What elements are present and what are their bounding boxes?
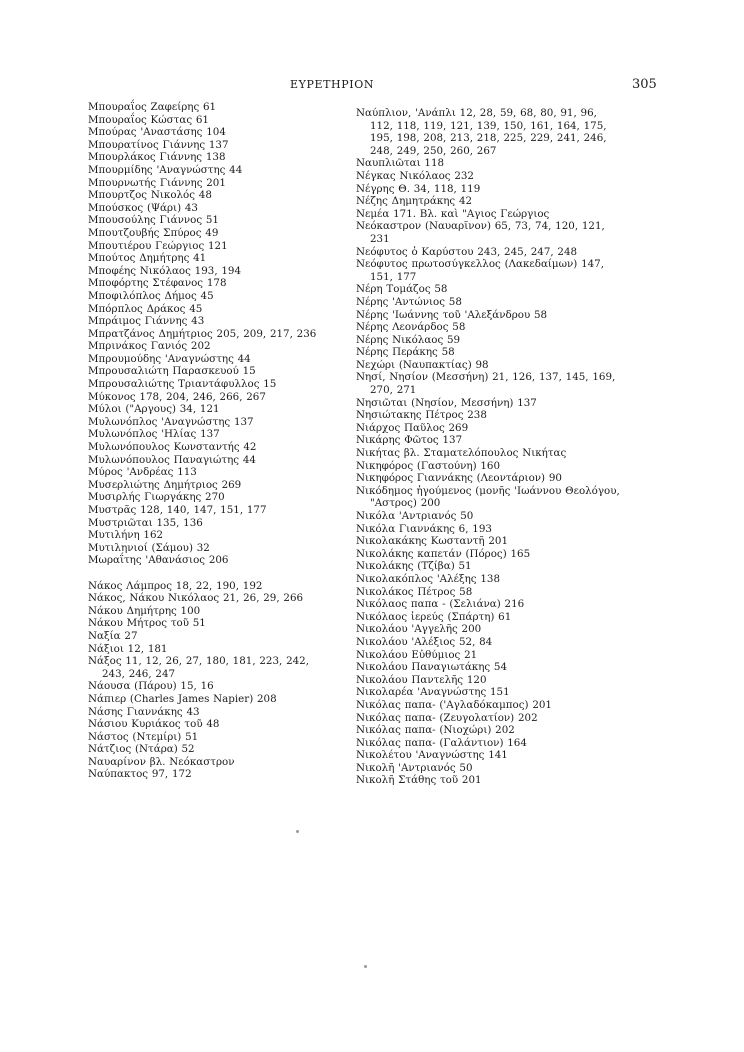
index-entry: Νησί, Νησίον (Μεσσήνη) 21, 126, 137, 145, 169, 270, 271 <box>356 371 616 397</box>
index-entry: Μπρατζάνος Δημήτριος 205, 209, 217, 236 <box>88 327 317 340</box>
index-entry: Μυστριῶται 135, 136 <box>88 516 203 529</box>
index-entry: Νικολῆ Στάθης τοῦ 201 <box>356 774 482 787</box>
index-entry: Μπουραΐος Κώστας 61 <box>88 113 209 126</box>
index-entry: Ναύπλιον, 'Ανάπλι 12, 28, 59, 68, 80, 91, 96, 112, 118, 119, 121, 139, 150, 161, 164, 175, 195, 198, 208, 213, 218, 225, 229, 241, 246, 248, 249, 250, 260, 267 <box>356 107 607 157</box>
index-entry: Μυλωνόπουλος Παναγιώτης 44 <box>88 453 256 466</box>
index-entry: Νάξιοι 12, 181 <box>88 642 168 655</box>
index-entry: Νησιῶται (Νησίον, Μεσσήνη) 137 <box>356 396 537 409</box>
index-entry: Νέρης Νικόλαος 59 <box>356 333 461 346</box>
index-entry: Νικόλα 'Αντριανός 50 <box>356 510 474 522</box>
index-entry: Μπουρνωτής Γιάννης 201 <box>88 176 226 189</box>
index-entry: Νάξος 11, 12, 26, 27, 180, 181, 223, 242, 243, 246, 247 <box>88 655 309 680</box>
index-entry: Μυλωνόπλος 'Αναγνώστης 137 <box>88 415 254 428</box>
index-entry: Νικολάου 'Αγγελῆς 200 <box>356 623 482 636</box>
index-entry: Νικάρης Φῶτος 137 <box>356 434 463 447</box>
index-entry: Νέγρης Θ. 34, 118, 119 <box>356 182 481 195</box>
index-entry: Νάσιου Κυριάκος τοῦ 48 <box>88 718 220 731</box>
index-entry: Μπράιμος Γιάννης 43 <box>88 315 205 328</box>
index-entry: Νικόλα Γιαννάκης 6, 193 <box>356 522 492 535</box>
index-entry: Νικηφόρος Γιαννάκης (Λεοντάριον) 90 <box>356 472 562 485</box>
index-column-right <box>356 107 620 787</box>
index-entry: Νεμέα 171. Βλ. καὶ "Αγιος Γεώργιος <box>356 207 550 220</box>
index-entry: Νικόδημος ἡγούμενος (μονῆς 'Ιωάννου Θεολόγου, "Αστρος) 200 <box>356 484 620 510</box>
index-entry: Νεχώρι (Ναυπακτίας) 98 <box>356 358 489 371</box>
index-entry: Μπούσκος (Ψάρι) 43 <box>88 201 198 214</box>
scan-speck <box>364 965 367 968</box>
index-entry: Νικόλας παπα- ('Αγλαδόκαμπος) 201 <box>356 698 552 711</box>
index-entry: Νικήτας βλ. Σταματελόπουλος Νικήτας <box>356 447 567 460</box>
index-entry: Νάκος, Νάκου Νικόλαος 21, 26, 29, 266 <box>88 592 304 605</box>
index-entry: Νέρης Περάκης 58 <box>356 346 455 359</box>
index-entry: Νάστος (Ντεμίρι) 51 <box>88 730 199 743</box>
index-entry: Ναξία 27 <box>88 629 138 642</box>
section-gap <box>88 567 326 580</box>
index-entry: Νιάρχος Παῦλος 269 <box>356 421 469 434</box>
index-entry: Νικολάκος Πέτρος 58 <box>356 585 473 598</box>
index-entry: Νικηφόρος (Γαστούνη) 160 <box>356 459 501 472</box>
index-entry: Μπουτιέρου Γεώργιος 121 <box>88 239 228 252</box>
index-entry: Νικολαρέα 'Αναγνώστης 151 <box>356 686 510 699</box>
index-entry: Μυσιρλής Γιωργάκης 270 <box>88 491 225 504</box>
index-entry: Μπουσούλης Γιάννος 51 <box>88 214 219 227</box>
index-column-left <box>88 101 326 781</box>
index-entry: Μύκονος 178, 204, 246, 266, 267 <box>88 390 266 403</box>
index-entry: Μπρουσαλιώτη Παρασκευού 15 <box>88 365 256 378</box>
index-entry: Μυσερλιώτης Δημήτριος 269 <box>88 478 242 491</box>
index-entry: Μπόρπλος Δράκος 45 <box>88 302 203 315</box>
index-entry: Μυστρᾶς 128, 140, 147, 151, 177 <box>88 504 267 516</box>
index-entry: Μπουρτζος Νικολός 48 <box>88 189 212 202</box>
index-entry: Νικόλας παπα- (Ζευγολατίον) 202 <box>356 711 538 724</box>
index-entry: Νικολακάκης Κωσταντῆ 201 <box>356 535 509 548</box>
index-entry: Νάσης Γιαννάκης 43 <box>88 705 200 718</box>
index-entry: Νεόφυτος ὁ Καρύστου 243, 245, 247, 248 <box>356 245 578 258</box>
index-entry: Νάτζιος (Ντάρα) 52 <box>88 743 195 756</box>
index-entry: Νέρης 'Ιωάννης τοῦ 'Αλεξάνδρου 58 <box>356 308 548 321</box>
index-entry: Μυτιλήνη 162 <box>88 529 164 542</box>
index-entry: Μπρινάκος Γανιός 202 <box>88 340 211 353</box>
index-entry: Μυλωνόπουλος Κωνσταντής 42 <box>88 441 257 454</box>
index-entry: Νέρη Τομάζος 58 <box>356 283 448 296</box>
index-entry: Μπρουσαλιώτης Τριαντάφυλλος 15 <box>88 378 277 391</box>
index-entry: Νάκος Λάμπρος 18, 22, 190, 192 <box>88 579 263 592</box>
index-entry: Μπουτζουβής Σπύρος 49 <box>88 226 219 239</box>
index-entry: Νικολάου Εὐθύμιος 21 <box>356 648 478 661</box>
index-entry: Νικολάου Παναγιωτάκης 54 <box>356 661 508 674</box>
index-entry: Νέρης 'Αντώνιος 58 <box>356 295 462 308</box>
index-entry: Νεόφυτος πρωτοσύγκελλος (Λακεδαίμων) 147, 151, 177 <box>356 258 604 283</box>
index-entry: Μπουρλάκος Γιάννης 138 <box>88 151 226 164</box>
index-entry: Νικολέτου 'Αναγνώστης 141 <box>356 749 508 762</box>
index-entry: Νέγκας Νικόλαος 232 <box>356 169 474 182</box>
index-entry: Μποφιλόπλος Δήμος 45 <box>88 289 214 302</box>
index-entry: Μύλοι ("Αργους) 34, 121 <box>88 403 220 416</box>
index-entry: Μπούτος Δημήτρης 41 <box>88 252 207 265</box>
index-entry: Ναύπακτος 97, 172 <box>88 768 192 781</box>
header-title: ΕΥΡΕΤΗΡΙΟΝ <box>290 78 375 91</box>
index-entry: Μύρος 'Ανδρέας 113 <box>88 466 197 479</box>
index-entry: Νάπιερ (Charles James Napier) 208 <box>88 692 277 705</box>
index-entry: Μποφέης Νικόλαος 193, 194 <box>88 264 242 277</box>
index-entry: Νικολάκης (Τζίβα) 51 <box>356 560 472 573</box>
index-entry: Νικολάου Παντελῆς 120 <box>356 673 487 686</box>
index-entry: Νέζης Δημητράκης 42 <box>356 195 473 208</box>
index-entry: Νικολάου 'Αλέξιος 52, 84 <box>356 635 493 648</box>
index-entry: Μυλωνόπλος 'Ηλίας 137 <box>88 428 220 441</box>
index-entry: Ναυαρίνον βλ. Νεόκαστρον <box>88 755 235 768</box>
index-entry: Ναυπλιῶται 118 <box>356 157 445 170</box>
index-entry: Μωραΐτης 'Αθανάσιος 206 <box>88 554 229 567</box>
index-entry: Νεόκαστρον (Ναυαρῖνον) 65, 73, 74, 120, 121, 231 <box>356 220 605 245</box>
index-entry: Νικόλας παπα- (Νιοχώρι) 202 <box>356 724 515 737</box>
index-entry: Μπουρμίδης 'Αναγνώστης 44 <box>88 163 243 176</box>
index-entry: Νικολακόπλος 'Αλέξης 138 <box>356 572 500 585</box>
index-entry: Νικόλας παπα- (Γαλάντιον) 164 <box>356 736 527 749</box>
index-entry: Νάουσα (Πάρου) 15, 16 <box>88 680 214 693</box>
index-entry: Μπούρας 'Αναστάσης 104 <box>88 126 226 139</box>
index-entry: Νικόλαος παπα - (Σελιάνα) 216 <box>356 598 525 611</box>
index-entry: Μυτιληνιοί (Σάμου) 32 <box>88 541 210 554</box>
index-entry: Μποφόρτης Στέφανος 178 <box>88 277 227 290</box>
index-entry: Μπουρατίνος Γιάννης 137 <box>88 138 229 151</box>
index-entry: Νέρης Λεονάρδος 58 <box>356 321 466 334</box>
index-entry: Νικολῆ 'Αντριανός 50 <box>356 761 473 774</box>
index-entry: Νάκου Μήτρος τοῦ 51 <box>88 617 206 630</box>
index-entry: Νησιώτακης Πέτρος 238 <box>356 409 487 422</box>
index-entry: Νάκου Δημήτρης 100 <box>88 604 201 617</box>
index-entry: Μπρουμούδης 'Αναγνώστης 44 <box>88 352 251 365</box>
scan-speck <box>296 830 299 833</box>
index-entry: Νικολάκης καπετάν (Πόρος) 165 <box>356 547 531 560</box>
index-entry: Μπουραΐος Ζαφείρης 61 <box>88 101 217 113</box>
index-entry: Νικόλαος ἱερεύς (Σπάρτη) 61 <box>356 610 512 623</box>
page-number: 305 <box>632 77 657 92</box>
